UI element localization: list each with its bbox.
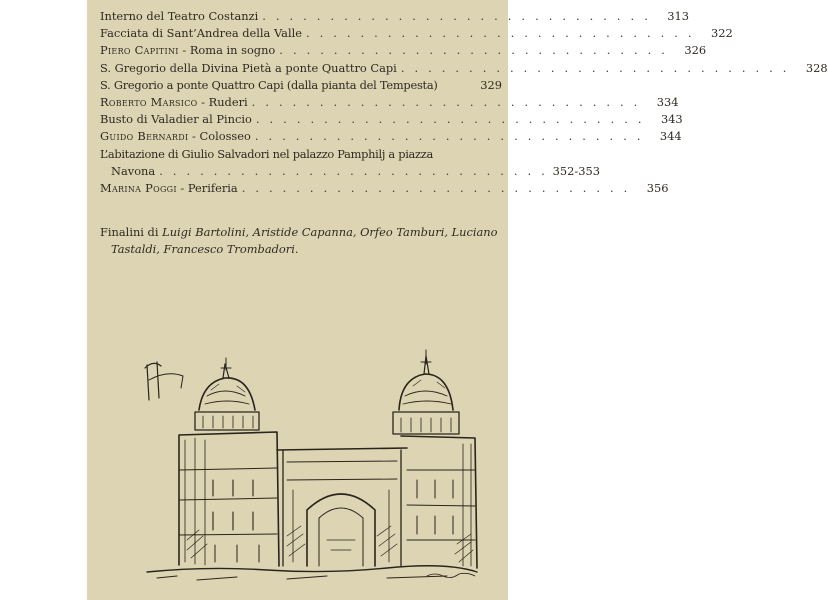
toc-entry (100, 146, 600, 180)
credits-line (100, 224, 502, 241)
page-number: 352-353 (552, 163, 600, 178)
page-number: 328 (805, 60, 828, 75)
toc-entry (100, 77, 502, 94)
entry-title (100, 180, 238, 197)
toc-entry (100, 128, 682, 145)
entry-title: Busto di Valadier al Pincio (100, 112, 252, 127)
toc-entry (100, 42, 707, 59)
page-number: 344 (659, 129, 682, 144)
page-number: 322 (711, 26, 733, 41)
page-number: 313 (667, 9, 690, 23)
leader-dots: . . . . . . . . . . . . . . . . . . . . . . . . . . . . . (400, 60, 790, 75)
entry-title (100, 128, 251, 145)
entry-title-continuation: Navona (111, 163, 156, 178)
entry-title: Facciata di Sant’Andrea della Valle (100, 26, 302, 41)
toc-entry (100, 111, 683, 128)
toc-entry (100, 94, 679, 111)
work-title: - Colosseo (188, 129, 251, 144)
page-number: 343 (660, 112, 683, 127)
credits-prefix: Finalini di (100, 225, 163, 239)
leader-dots: . . . . . . . . . . . . . . . . . . . . . . . . . . . . . (251, 95, 641, 110)
entry-title: L’abitazione di Giulio Salvadori nel palazzo Pamphilj a piazza (100, 146, 433, 161)
artist-name: Piero Capitini (100, 43, 179, 58)
leader-dots: . . . . . . . . . . . . . . . . . . . . . . . . . . . . . (254, 129, 644, 144)
work-title: - Roma in sogno (178, 43, 276, 58)
church-sketch-icon (87, 340, 508, 600)
entry-title: S. Gregorio a ponte Quattro Capi (dalla pianta del Tempesta) (100, 77, 438, 92)
book-page (87, 0, 828, 600)
entry-title: Interno del Teatro Costanzi (100, 9, 259, 23)
leader-dots: . . . . . . . . . . . . . . . . . . . . . . . . . . . . . (159, 163, 548, 178)
leader-dots: . . . . . . . . . . . . . . . . . . . . . . . . . . . . . (305, 26, 695, 41)
page-number: 329 (480, 77, 502, 92)
entry-title: S. Gregorio della Divina Pietà a ponte Quattro Capi (100, 60, 397, 75)
entry-title (100, 94, 248, 111)
artist-name: Roberto Marsico (100, 95, 198, 110)
illustrations-index (100, 8, 828, 197)
credits-line (100, 241, 502, 258)
entry-title (100, 42, 275, 59)
page-number: 334 (656, 95, 679, 110)
toc-entry (100, 8, 690, 25)
finalini-credits (100, 224, 502, 258)
leader-dots: . . . . . . . . . . . . . . . . . . . . . . . . . . . . . (255, 112, 645, 127)
leader-dots: . . . . . . . . . . . . . . . . . . . . . . . . . . . . . (241, 181, 631, 196)
work-title: - Ruderi (197, 95, 248, 110)
page-number: 356 (646, 181, 669, 196)
page-number: 326 (684, 43, 707, 58)
artist-name: Marina Poggi (100, 181, 177, 196)
toc-entry (100, 25, 733, 42)
toc-entry-line (100, 146, 502, 163)
toc-entry-line (100, 163, 600, 180)
credits-names: Luigi Bartolini, Aristide Capanna, Orfeo Tamburi, Luciano (162, 225, 498, 239)
toc-entry (100, 180, 669, 197)
toc-entry (100, 60, 828, 77)
leader-dots: . . . . . . . . . . . . . . . . . . . . . . . . . . . . . (262, 9, 652, 23)
artist-name: Guido Bernardi (100, 129, 189, 144)
work-title: - Periferia (176, 181, 238, 196)
leader-dots: . . . . . . . . . . . . . . . . . . . . . . . . . . . . . (279, 43, 669, 58)
credits-names-cont: Tastaldi, Francesco Trombadori. (111, 242, 299, 257)
